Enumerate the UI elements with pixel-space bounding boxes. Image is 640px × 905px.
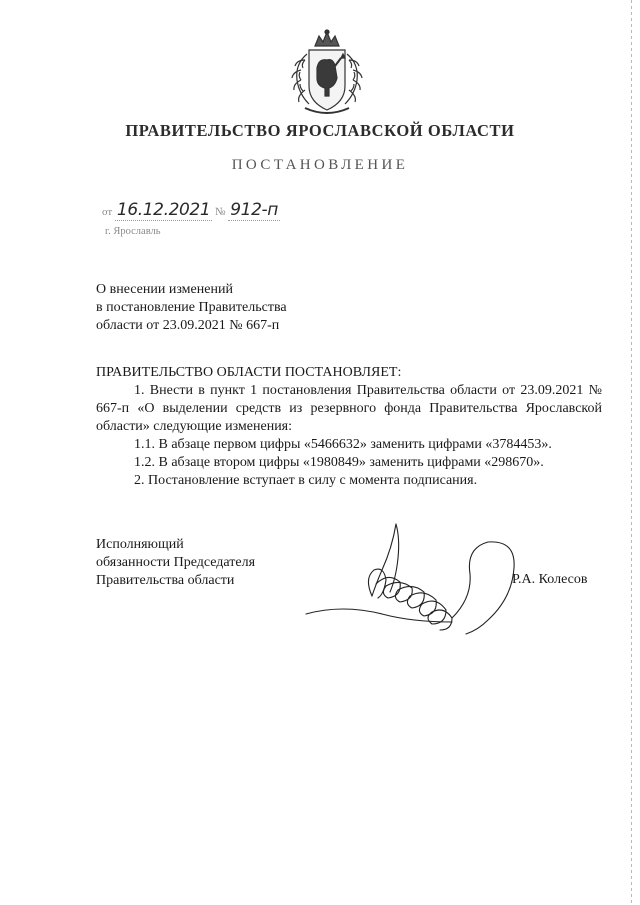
position-line: Правительства области [96,573,235,588]
subject-line: области от 23.09.2021 № 667-п [96,318,280,333]
subject-line: в постановление Правительства [96,300,287,315]
date-prefix: от [102,206,113,218]
document-number: 912-п [230,200,278,220]
coat-of-arms-emblem [283,28,371,120]
subject-block [96,281,287,335]
resolution-item-1-2: 1.2. В абзаце втором цифры «1980849» заменить цифрами «298670». [134,455,544,470]
resolution-item-1: 1. Внести в пункт 1 постановления Правительства области от 23.09.2021 № 667-п «О выделении средств из резервного фонда Правительства Ярославской области» следующие изменения: [96,383,602,434]
resolution-preamble: ПРАВИТЕЛЬСТВО ОБЛАСТИ ПОСТАНОВЛЯЕТ: [96,365,402,380]
document-type: ПОСТАНОВЛЕНИЕ [231,157,409,173]
signatory-name: Р.А. Колесов [512,572,588,587]
resolution-item-1-1: 1.1. В абзаце первом цифры «5466632» заменить цифрами «3784453». [134,437,552,452]
position-line: обязанности Председателя [96,555,256,570]
city: г. Ярославль [105,226,161,237]
subject-line: О внесении изменений [96,282,233,297]
resolution-item-2: 2. Постановление вступает в силу с момента подписания. [134,473,478,488]
position-line: Исполняющий [96,537,184,552]
handwritten-signature [302,518,524,646]
signatory-position [96,536,255,590]
date-number-line [102,200,280,220]
number-prefix: № [215,206,226,218]
government-title: ПРАВИТЕЛЬСТВО ЯРОСЛАВСКОЙ ОБЛАСТИ [125,121,515,140]
document-date: 16.12.2021 [116,200,211,220]
resolution-body [96,364,602,490]
